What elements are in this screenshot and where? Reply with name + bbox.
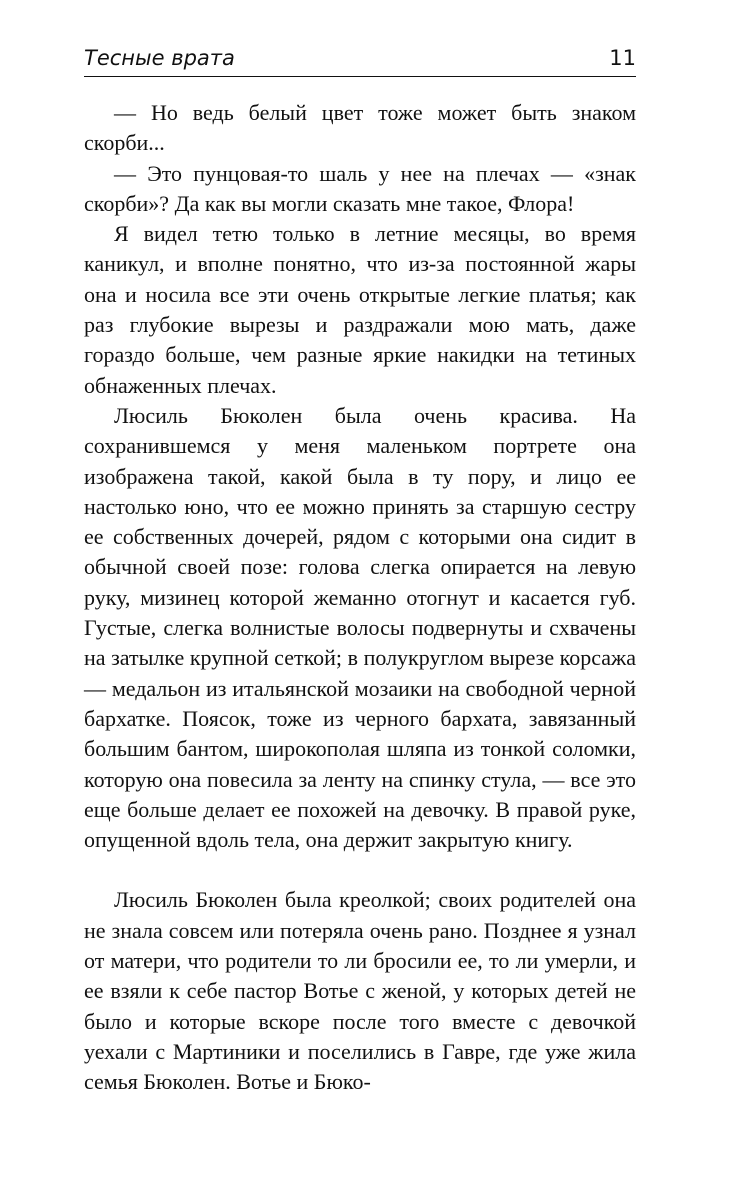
paragraph-5: Люсиль Бюколен была креолкой; своих родителей она не знала совсем или потеряла очень рано. Позднее я узнал от матери, что родители то ли бросили ее, то ли умерли, и ее взяли к себе пастор Вотье с женой, у которых детей не было и которые вскоре после того вместе с девочкой уехали с Мартиники и поселились в Гавре, где уже жила семья Бюколен. Вотье и Бюко- bbox=[84, 887, 636, 1095]
running-header bbox=[84, 44, 636, 76]
header-rule bbox=[84, 76, 636, 77]
running-title: Тесные врата bbox=[84, 46, 235, 70]
paragraph-1: — Но ведь белый цвет тоже может быть знаком скорби... bbox=[84, 100, 636, 156]
paragraph-4: Люсиль Бюколен была очень красива. На сохранившемся у меня маленьком портрете она изображена такой, какой была в ту пору, и лицо ее настолько юно, что ее можно принять за старшую сестру ее собственных дочерей, рядом с которыми она сидит в обычной своей позе: голова слегка опирается на левую руку, мизинец которой жеманно отогнут и касается губ. Густые, слегка волнистые волосы подвернуты и схвачены на затылке крупной сеткой; в полукруглом вырезе корсажа — медальон из итальянской мозаики на свободной черной бархатке. Поясок, тоже из черного бархата, завязанный большим бантом, широкополая шляпа из тонкой соломки, которую она повесила за ленту на спинку стула, — все это еще больше делает ее похожей на девочку. В правой руке, опущенной вдоль тела, она держит закрытую книгу. bbox=[84, 402, 636, 853]
paragraph-2: — Это пунцовая-то шаль у нее на плечах — «знак скорби»? Да как вы могли сказать мне такое, Флора! bbox=[84, 160, 636, 216]
page-number: 11 bbox=[609, 46, 636, 70]
section-break bbox=[84, 855, 636, 885]
paragraph-3: Я видел тетю только в летние месяцы, во время каникул, и вполне понятно, что из-за постоянной жары она и носила все эти очень открытые легкие платья; как раз глубокие вырезы и раздражали мою мать, даже гораздо больше, чем разные яркие накидки на тетиных обнаженных плечах. bbox=[84, 221, 636, 398]
body-text bbox=[84, 98, 636, 1098]
